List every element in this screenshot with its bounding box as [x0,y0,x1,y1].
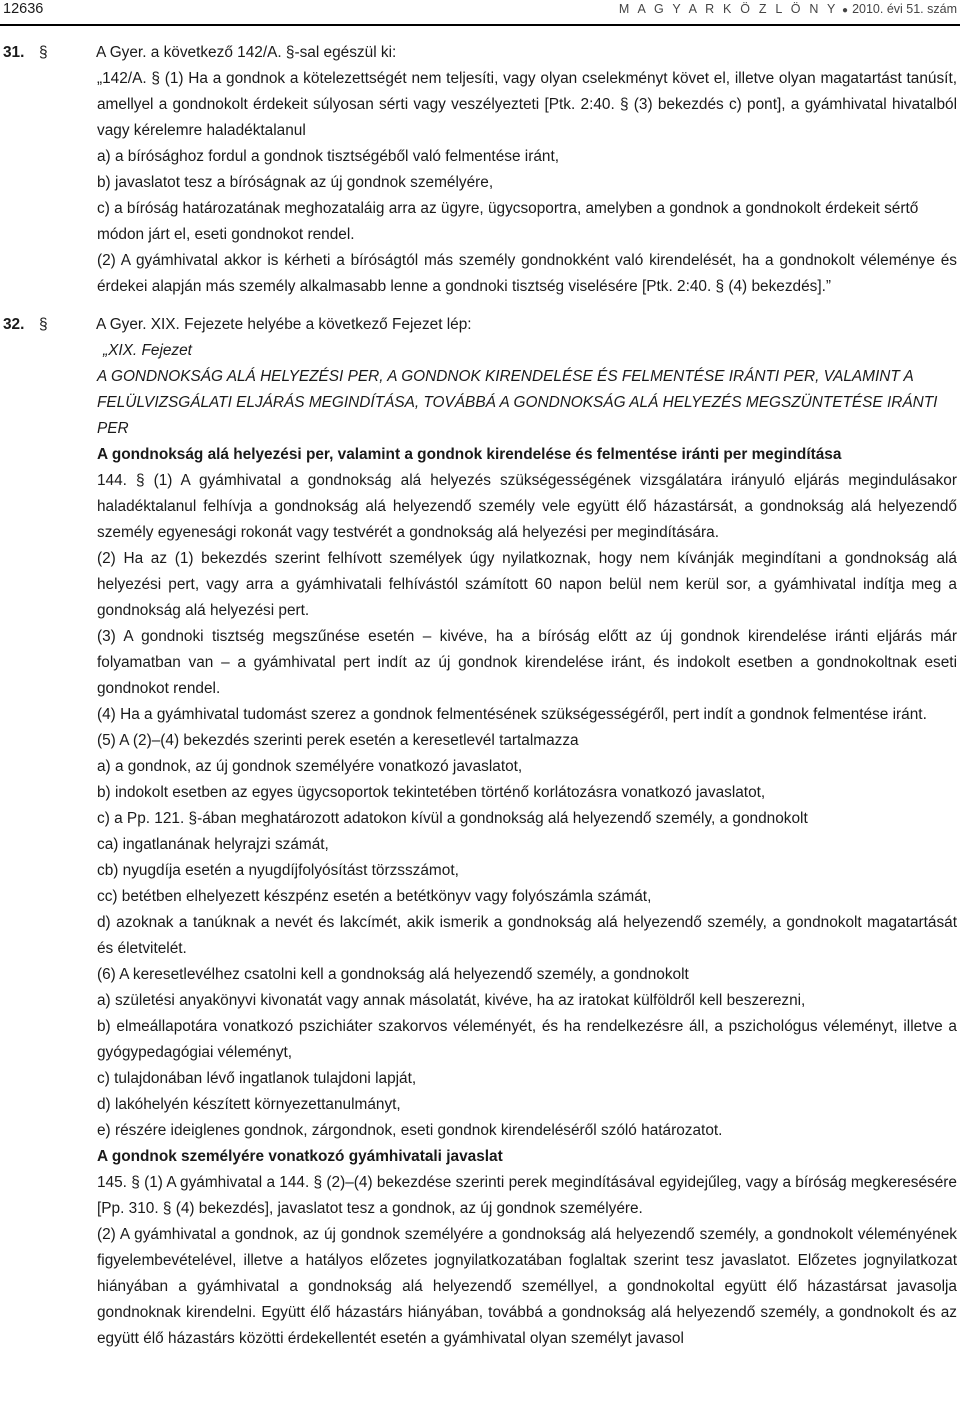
section-heading: A Gyer. XIX. Fejezete helyébe a következő Fejezet lép: [96,316,472,333]
section-number: 31. [3,44,25,61]
list-item: a) születési anyakönyvi kivonatát vagy annak másolatát, kivéve, ha az iratokat külföldről kell beszerezni, [97,992,806,1009]
section-body [97,66,957,300]
subtitle: A gondnokság alá helyezési per, valamint a gondnok kirendelése és felmentése iránti per megindítása [97,446,842,463]
gazette-title: M A G Y A R K Ö Z L Ö N Y [618,2,839,16]
paragraph: (3) A gondnoki tisztség megszűnése esetén – kivéve, ha a bíróság előtt az új gondnok kirendelése iránti eljárás már folyamatban van – a gyámhivatal pert indít az új gondnok kirendelése iránt, és indokolt esetben a gondnokoltnak eseti gondnokot rendel. [97,628,957,697]
list-item: c) a Pp. 121. §-ában meghatározott adatokon kívül a gondnokság alá helyezendő személy, a gondnokolt [97,810,808,827]
section-symbol: § [39,44,48,61]
bullet-separator: ● [842,5,849,16]
list-item: b) indokolt esetben az egyes ügycsoportok tekintetében történő korlátozásra vonatkozó javaslatot, [97,784,766,801]
list-item: c) a bíróság határozatának meghozataláig arra az ügyre, ügycsoportra, amelyben a gondnok a gondnokolt érdekeit sértő módon járt el, eseti gondnokot rendel. [97,200,919,243]
list-item: e) részére ideiglenes gondnok, zárgondnok, eseti gondnok kirendeléséről szóló határozatot. [97,1122,723,1139]
list-item: a) a bírósághoz fordul a gondnok tisztségéből való felmentése iránt, [97,148,559,165]
list-item: cb) nyugdíja esetén a nyugdíjfolyósítást törzsszámot, [97,862,459,879]
list-item: b) javaslatot tesz a bíróságnak az új gondnok személyére, [97,174,494,191]
paragraph: (2) A gyámhivatal a gondnok, az új gondnok személyére a gondnokság alá helyezendő személy, a gondnokolt véleményének figyelembevételével, illetve a hatályos előzetes jognyilatkozatában foglaltak szerint tesz javaslatot. Előzetes jognyilatkozat hiányában a gyámhivatal a gondnokság alá helyezendő személlyel, a gondnokoltal együtt élő házastársat javasolja gondnoknak kirendelni. Együtt élő házastárs hiányában, továbbá a gondnokság alá helyezendő személy, a gondnokolt és az együtt élő házastárs közötti érdekellentét esetén a gyámhivatal olyan személyt javasol [97,1226,957,1347]
paragraph: (5) A (2)–(4) bekezdés szerinti perek esetén a keresetlevél tartalmazza [97,732,579,749]
list-item: b) elmeállapotára vonatkozó pszichiáter szakorvos véleményét, és ha rendelkezésre áll, a pszichológus véleményt, illetve a gyógypedagógiai véleményt, [97,1018,957,1061]
page-header [0,0,960,20]
issue-label: 2010. évi 51. szám [852,2,957,16]
section-number: 32. [3,316,25,333]
page-content [0,40,960,1352]
section-gap [0,300,960,312]
list-item: d) azoknak a tanúknak a nevét és lakcímét, akik ismerik a gondnokság alá helyezendő személy, a gondnokolt magatartását és életvitelét. [97,914,957,957]
section-body [97,338,957,1352]
chapter-label: „XIX. Fejezet [103,342,192,359]
section-heading: A Gyer. a következő 142/A. §-sal egészül ki: [96,44,397,61]
paragraph: (2) A gyámhivatal akkor is kérheti a bíróságtól más személy gondnokként való kirendelését, ha a gondnokolt véleménye és érdekei alapján más személy alkalmasabb lenne a gondnoki tisztség viselésére [Ptk. 2:40. § (4) bekezdés].” [97,252,957,295]
list-item: ca) ingatlanának helyrajzi számát, [97,836,329,853]
list-item: a) a gondnok, az új gondnok személyére vonatkozó javaslatot, [97,758,523,775]
paragraph: (6) A keresetlevélhez csatolni kell a gondnokság alá helyezendő személy, a gondnokolt [97,966,689,983]
paragraph: „142/A. § (1) Ha a gondnok a kötelezettségét nem teljesíti, vagy olyan cselekményt követ el, illetve olyan magatartást tanúsít, amellyel a gondnokolt érdekeit súlyosan sérti vagy veszélyezteti [Ptk. 2:40. § (3) bekezdés c) pont], a gyámhivatal hivatalból vagy kérelemre haladéktalanul [97,70,957,139]
gazette-title-line [619,0,957,20]
section-32 [0,312,960,1352]
paragraph: 145. § (1) A gyámhivatal a 144. § (2)–(4) bekezdése szerinti perek megindításával egyidejűleg, vagy a bíróság megkeresésére [Pp. 310. § (4) bekezdés], javaslatot tesz a gondnok, az új gondnok személyére. [97,1174,957,1217]
subtitle: A gondnok személyére vonatkozó gyámhivatali javaslat [97,1148,503,1165]
paragraph: 144. § (1) A gyámhivatal a gondnokság alá helyezés szükségességének vizsgálatára irányuló eljárás megindulásakor haladéktalanul felhívja a gondnokság alá helyezendő személy vele együtt élő házastársát, a gondnokság alá helyezendő személy egyenesági rokonát vagy testvérét a gondnokság alá helyezési per megindítására. [97,472,957,541]
list-item: d) lakóhelyén készített környezettanulmányt, [97,1096,401,1113]
list-item: c) tulajdonában lévő ingatlanok tulajdoni lapját, [97,1070,417,1087]
list-item: cc) betétben elhelyezett készpénz esetén a betétkönyv vagy folyószámla számát, [97,888,652,905]
section-31 [0,40,960,300]
header-rule [0,24,960,26]
paragraph: (2) Ha az (1) bekezdés szerint felhívott személyek úgy nyilatkoznak, hogy nem kívánják megindítani a gondnokság alá helyezési pert, vagy arra a gyámhivatali felhívástól számított 60 napon belül nem kerül sor, a gyámhivatal indítja meg a gondnokság alá helyezési pert. [97,550,957,619]
page-number: 12636 [3,1,44,17]
section-symbol: § [39,316,48,333]
paragraph: (4) Ha a gyámhivatal tudomást szerez a gondnok felmentésének szükségességéről, pert indít a gondnok felmentése iránt. [97,706,927,723]
chapter-title: A GONDNOKSÁG ALÁ HELYEZÉSI PER, A GONDNOK KIRENDELÉSE ÉS FELMENTÉSE IRÁNTI PER, VALAMINT A FELÜLVIZSGÁLATI ELJÁRÁS MEGINDÍTÁSA, TOVÁBBÁ A GONDNOKSÁG ALÁ HELYEZÉS MEGSZÜNTETÉSE IRÁNTI PER [97,368,938,437]
